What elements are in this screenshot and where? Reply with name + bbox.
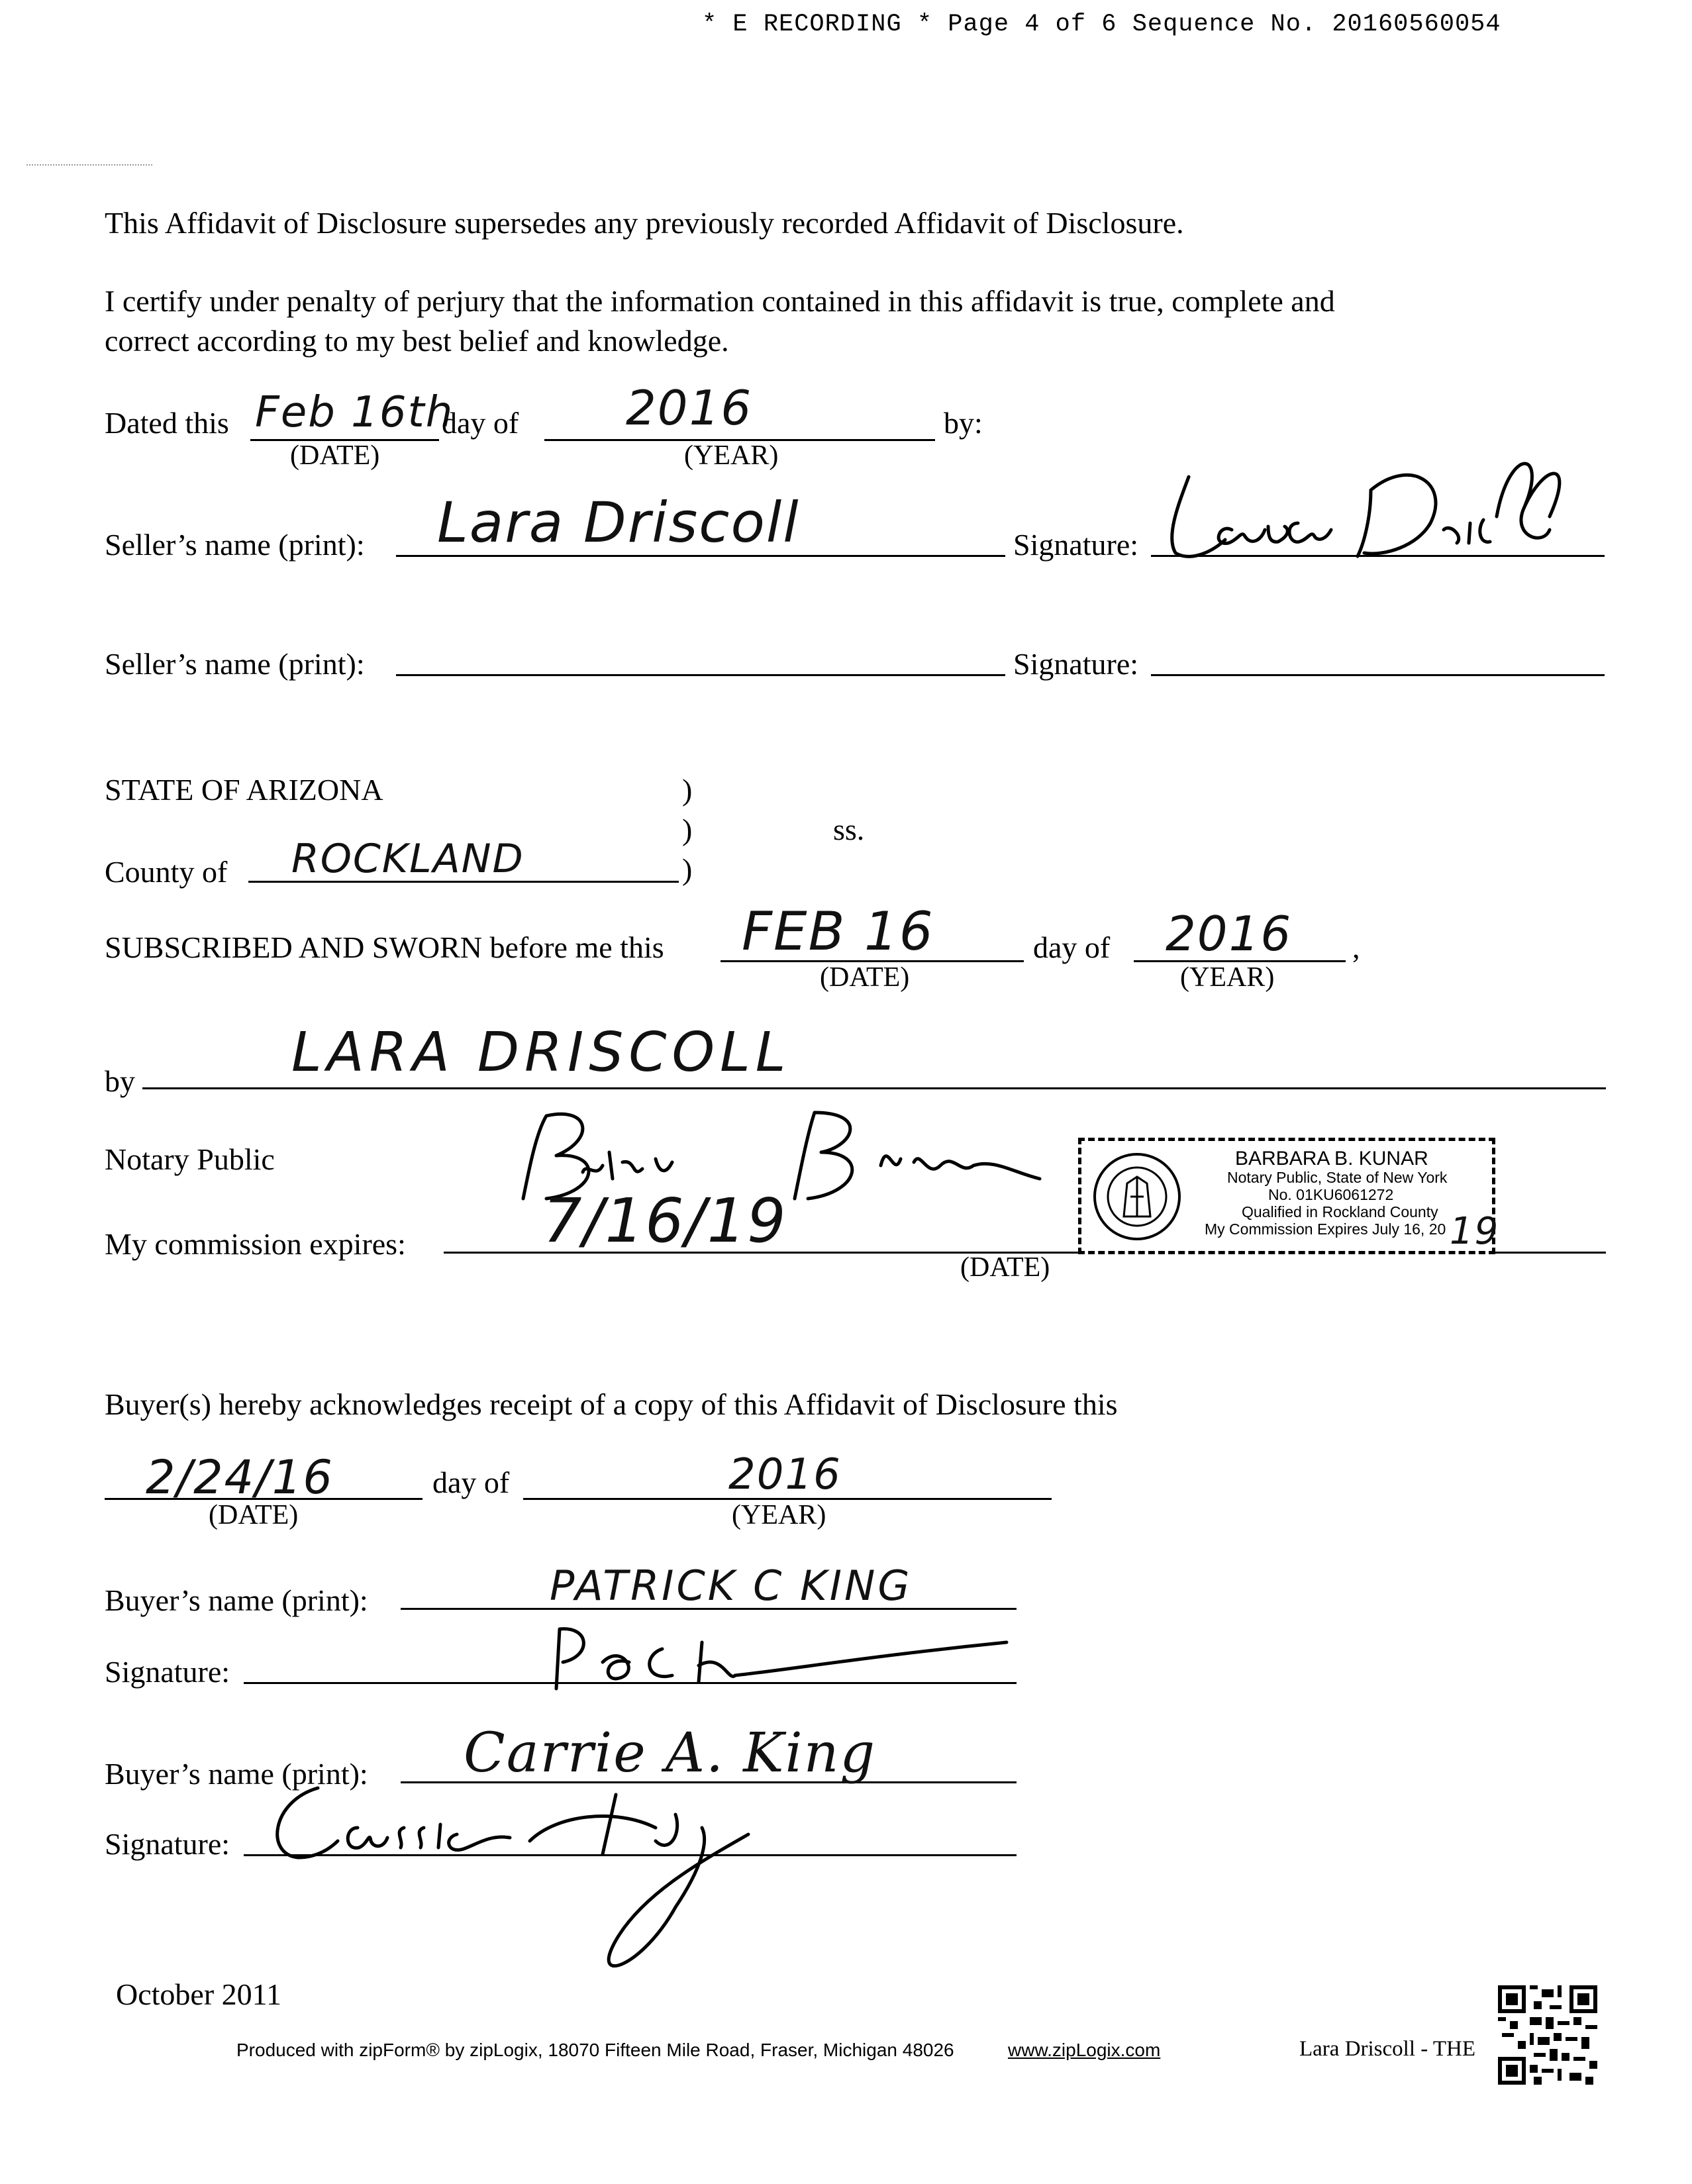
seller2-name-line — [396, 674, 1005, 676]
by-label: by — [105, 1064, 135, 1098]
sworn-date-value: FEB 16 — [742, 901, 934, 962]
buyer1-signature-label: Signature: — [105, 1655, 230, 1689]
ziplogix-link[interactable]: www.zipLogix.com — [1008, 2040, 1161, 2060]
ack-date-caption: (DATE) — [209, 1500, 299, 1530]
buyer1-signature — [530, 1616, 1033, 1695]
commission-date-caption: (DATE) — [960, 1252, 1050, 1283]
dated-label: Dated this — [105, 406, 229, 440]
dated-by-label: by: — [944, 406, 983, 440]
buyer2-signature — [245, 1775, 973, 1993]
ack-date-value: 2/24/16 — [146, 1450, 334, 1505]
seller1-signature — [1152, 430, 1603, 563]
certify-statement-line1: I certify under penalty of perjury that the information contained in this affidavit is true, complete and — [105, 284, 1335, 318]
dated-date-caption: (DATE) — [290, 440, 380, 471]
dated-year-value: 2016 — [626, 380, 753, 436]
recording-header: * E RECORDING * Page 4 of 6 Sequence No. 20160560054 — [702, 11, 1501, 38]
seller2-signature-label: Signature: — [1013, 647, 1139, 681]
county-label: County of — [105, 855, 228, 889]
stamp-county: Qualified in Rockland County — [1242, 1203, 1438, 1220]
buyer2-signature-label: Signature: — [105, 1827, 230, 1861]
produced-by: Produced with zipForm® by zipLogix, 18070 Fifteen Mile Road, Fraser, Michigan 48026 — [236, 2040, 954, 2060]
county-value: ROCKLAND — [291, 836, 524, 882]
buyer1-name-value: PATRICK C KING — [550, 1562, 913, 1610]
dated-day-of-label: day of — [442, 406, 519, 440]
paren-2: ) — [682, 813, 693, 846]
seller2-name-label: Seller’s name (print): — [105, 647, 365, 681]
stamp-title: Notary Public, State of New York — [1227, 1169, 1448, 1186]
dated-year-caption: (YEAR) — [684, 440, 779, 471]
commission-value: 7/16/19 — [543, 1185, 787, 1256]
supersedes-statement: This Affidavit of Disclosure supersedes any previously recorded Affidavit of Disclosure. — [105, 206, 1184, 240]
ack-year-value: 2016 — [728, 1450, 842, 1499]
seller1-name-line — [396, 555, 1005, 557]
seller1-name-value: Lara Driscoll — [437, 490, 800, 555]
form-date: October 2011 — [116, 1977, 281, 2011]
sworn-year-value: 2016 — [1166, 906, 1293, 962]
stamp-expiration-year: 19 — [1450, 1210, 1500, 1253]
notary-seal-icon — [1091, 1150, 1183, 1243]
by-value: LARA DRISCOLL — [291, 1021, 791, 1084]
seller1-name-label: Seller’s name (print): — [105, 528, 365, 562]
sworn-comma: , — [1352, 930, 1360, 964]
stamp-expiration: My Commission Expires July 16, 20 — [1205, 1220, 1446, 1238]
seller2-signature-line — [1151, 674, 1605, 676]
buyer2-name-value: Carrie A. King — [464, 1722, 876, 1785]
file-name: Lara Driscoll - THE — [1299, 2037, 1476, 2061]
paren-3: ) — [682, 852, 693, 886]
ack-day-of-label: day of — [432, 1465, 510, 1499]
notary-stamp — [1078, 1138, 1500, 1254]
commission-label: My commission expires: — [105, 1227, 406, 1261]
qr-code-icon — [1498, 1985, 1597, 2085]
seller1-signature-label: Signature: — [1013, 528, 1139, 562]
sworn-date-caption: (DATE) — [820, 962, 910, 993]
sworn-day-of-label: day of — [1033, 930, 1111, 964]
by-line — [142, 1087, 1606, 1089]
sworn-year-caption: (YEAR) — [1180, 962, 1275, 993]
dated-date-value: Feb 16th — [255, 388, 454, 437]
scan-artifact — [26, 164, 152, 166]
notary-public-label: Notary Public — [105, 1142, 275, 1176]
buyer1-name-label: Buyer’s name (print): — [105, 1583, 368, 1617]
ack-year-caption: (YEAR) — [732, 1500, 826, 1530]
notary-state: STATE OF ARIZONA — [105, 773, 383, 807]
certify-statement-line2: correct according to my best belief and knowledge. — [105, 324, 729, 358]
buyer2-name-label: Buyer’s name (print): — [105, 1757, 368, 1791]
stamp-number: No. 01KU6061272 — [1268, 1186, 1394, 1203]
stamp-name: BARBARA B. KUNAR — [1235, 1148, 1428, 1169]
sworn-label: SUBSCRIBED AND SWORN before me this — [105, 930, 664, 964]
paren-1: ) — [682, 773, 693, 807]
notary-ss: ss. — [833, 813, 865, 846]
buyers-ack-statement: Buyer(s) hereby acknowledges receipt of a copy of this Affidavit of Disclosure this — [105, 1387, 1118, 1421]
